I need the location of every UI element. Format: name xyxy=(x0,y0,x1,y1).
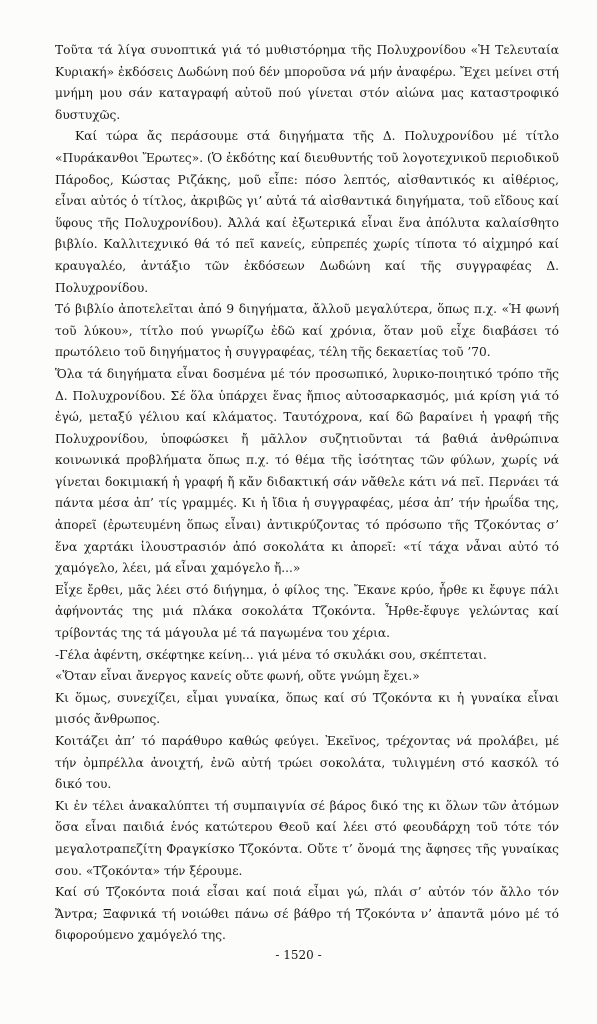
paragraph: Εἶχε ἔρθει, μᾶς λέει στό διήγημα, ὁ φίλος της. Ἔκανε κρύο, ἦρθε κι ἔφυγε πάλι ἀφήνοντάς της μιά πλάκα σοκολάτα Τζοκόντα. Ἦρθε-ἔφυγε γελώντας καί τρίβοντάς της τά μάγουλα μέ τά παγωμένα του χέρια. xyxy=(55,582,559,641)
paragraph: Ὅλα τά διηγήματα εἶναι δοσμένα μέ τόν προσωπικό, λυρικο-ποιητικό τρόπο τῆς Δ. Πολυχρονίδου. Σέ ὅλα ὑπάρχει ἕνας ἤπιος αὐτοσαρκασμός, μιά κρίση γιά τό ἐγώ, μεταξύ γέλιου καί κλάματος. Ταυτόχρονα, καί δῶ βαραίνει ἡ γραφή τῆς Πολυχρονίδου, ὑποφώσκει ἤ μᾶλλον συζητιοῦνται τά βαθιά ἀνθρώπινα κοινωνικά προβλήματα ὅπως π.χ. τό θέμα τῆς ἰσότητας τῶν φύλων, χωρίς νά γίνεται δοκιμιακή ἡ γραφή ἤ κἄν διδακτική σάν νἄθελε κάτι νά πεῖ. Περνάει τά πάντα μέσα ἀπ’ τίς γραμμές. Κι ἡ ἴδια ἡ συγγραφέας, μέσα ἀπ’ τήν ἡρωΐδα της, ἀπορεῖ (ἐρωτευμένη ὅπως εἶναι) ἀντικρύζοντας τό πρόσωπο τῆς Τζοκόντας σ’ ἕνα χαρτάκι ἱλουστρασιόν ἀπό σοκολάτα κι ἀπορεῖ: «τί τάχα νἆναι αὐτό τό χαμόγελο, λέει, μά εἶναι χαμόγελο ἤ...» xyxy=(55,366,559,576)
paragraph: Καί τώρα ἄς περάσουμε στά διηγήματα τῆς Δ. Πολυχρονίδου μέ τίτλο «Πυράκανθοι Ἔρωτες». (Ὁ ἐκδότης καί διευθυντής τοῦ λογοτεχνικοῦ περιοδικοῦ Πάροδος, Κώστας Ριζάκης, μοῦ εἶπε: πόσο λεπτός, αἰσθαντικός κι αἰθέριος, εἶναι αὐτός ὁ τίτλος, ἀκριβῶς γι’ αὐτά τά αἰσθαντικά διηγήματα, τοῦ εἴδους καί ὕφους τῆς Πολυχρονίδου). Ἀλλά καί ἐξωτερικά εἶναι ἕνα ἀπόλυτα καλαίσθητο βιβλίο. Καλλιτεχνικό θά τό πεῖ κανείς, εὐπρεπές χωρίς τίποτα τό αἰχμηρό καί κραυγαλέο, ἀντάξιο τῶν ἐκδόσεων Δωδώνη καί τῆς συγγραφέας Δ. Πολυχρονίδου. xyxy=(55,129,559,295)
paragraph: Τό βιβλίο ἀποτελεῖται ἀπό 9 διηγήματα, ἄλλοῦ μεγαλύτερα, ὅπως π.χ. «Ἡ φωνή τοῦ λύκου», τίτλο πού γνωρίζω ἐδῶ καί χρόνια, ὅταν μοῦ εἶχε διαβάσει τό πρωτόλειο τοῦ διηγήματος ἡ συγγραφέας, τέλη τῆς δεκαετίας τοῦ ’70. xyxy=(55,302,559,360)
paragraph: Τοῦτα τά λίγα συνοπτικά γιά τό μυθιστόρημα τῆς Πολυχρονίδου «Ἡ Τελευταία Κυριακή» ἐκδόσεις Δωδώνη πού δέν μποροῦσα νά μήν ἀναφέρω. Ἔχει μείνει στή μνήμη μου σάν καταγραφή αὐτοῦ πού γίνεται στόν αἰώνα μας καταστροφικό δυστυχῶς. xyxy=(55,43,559,122)
paragraph: Κι ὅμως, συνεχίζει, εἶμαι γυναίκα, ὅπως καί σύ Τζοκόντα κι ἡ γυναίκα εἶναι μισός ἄνθρωπος. xyxy=(55,690,559,727)
page-number: - 1520 - xyxy=(275,948,322,962)
paragraph: Καί σύ Τζοκόντα ποιά εἶσαι καί ποιά εἶμαι γώ, πλάι σ’ αὐτόν τόν ἄλλο τόν Ἄντρα; Ξαφνικά τή νοιώθει πάνω σέ βάθρο τή Τζοκόντα ν’ ἀπαντᾶ μόνο μέ τό διφορούμενο χαμόγελό της. xyxy=(55,885,559,943)
paragraph: Κι ἐν τέλει ἀνακαλύπτει τή συμπαιγνία σέ βάρος δικό της κι ὅλων τῶν ἀτόμων ὅσα εἶναι παιδιά ἑνός κατώτερου Θεοῦ καί λέει στό φεουδάρχη τοῦ τότε τόν μεγαλοτραπεζίτη Φραγκίσκο Τζοκόντα. Οὔτε τ’ ὄνομά της ἄφησες τῆς γυναίκας σου. «Τζοκόντα» τήν ξέρουμε. xyxy=(55,798,559,878)
paragraph: Κοιτάζει ἀπ’ τό παράθυρο καθώς φεύγει. Ἐκεῖνος, τρέχοντας νά προλάβει, μέ τήν ὀμπρέλλα ἀνοιχτή, ἐνῶ αὐτή τρώει σοκολάτα, τυλιγμένη στό κασκόλ τό δικό του. xyxy=(55,734,559,792)
body-text xyxy=(55,40,559,947)
paragraph: -Γέλα ἀφέντη, σκέφτηκε κείνη... γιά μένα τό σκυλάκι σου, σκέπτεται. xyxy=(55,647,487,662)
paragraph: «Ὅταν εἶναι ἄνεργος κανείς οὔτε φωνή, οὔτε γνώμη ἔχει.» xyxy=(55,669,420,684)
